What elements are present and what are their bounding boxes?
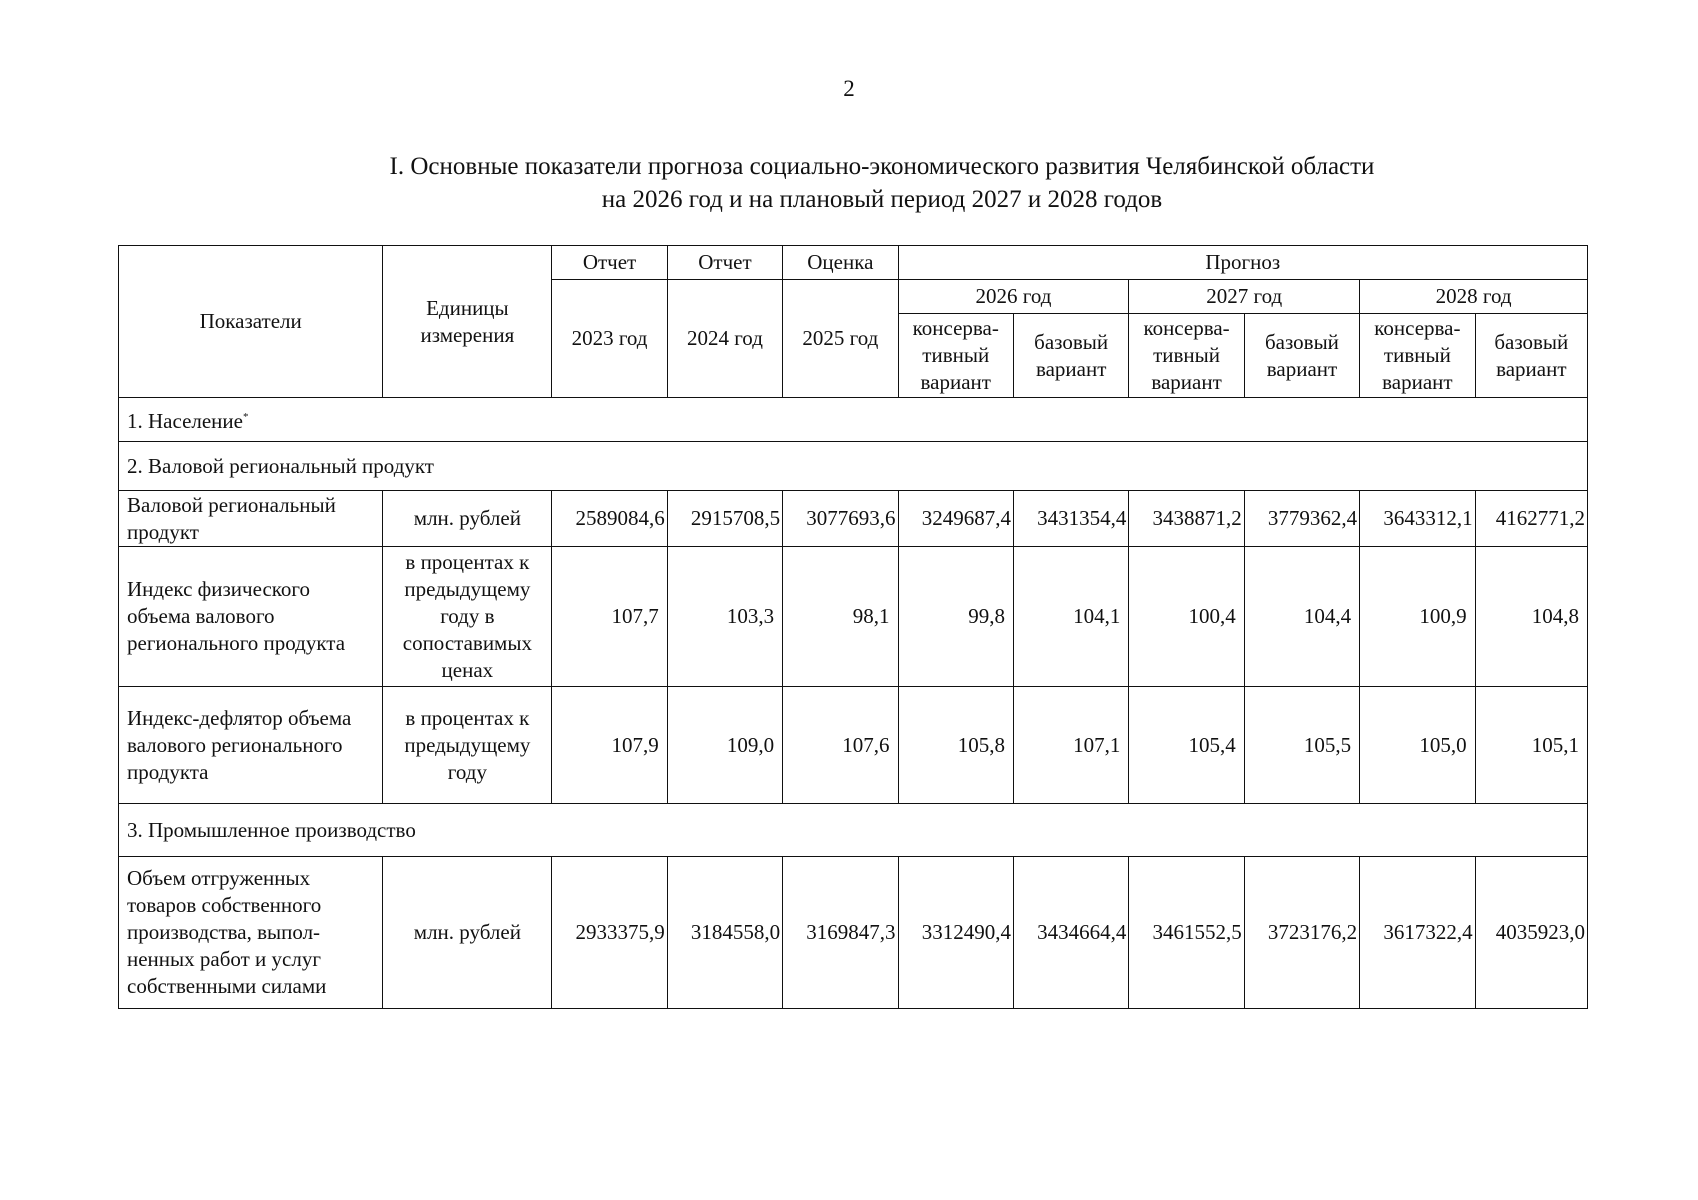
value-cell: 107,7: [552, 547, 667, 687]
section-title: 3. Промышленное производство: [119, 804, 1588, 857]
value-cell: 3461552,5: [1129, 857, 1244, 1009]
header-year-2025: 2025 год: [783, 280, 898, 398]
header-year-2023: 2023 год: [552, 280, 667, 398]
value-cell: 104,4: [1244, 547, 1359, 687]
row-indicator: Индекс-дефлятор объема валового регионального продукта: [119, 687, 383, 804]
header-report-2023: Отчет: [552, 246, 667, 280]
header-2027-conservative: консерва-тивный вариант: [1129, 314, 1244, 398]
value-cell: 107,9: [552, 687, 667, 804]
page-number: 2: [843, 76, 855, 101]
value-cell: 107,1: [1013, 687, 1128, 804]
header-year-2028: 2028 год: [1360, 280, 1588, 314]
value-cell: 3431354,4: [1013, 491, 1128, 547]
value-cell: 105,1: [1475, 687, 1587, 804]
header-forecast: Прогноз: [898, 246, 1587, 280]
table-row: [119, 491, 1588, 547]
value-cell: 109,0: [667, 687, 782, 804]
value-cell: 107,6: [783, 687, 898, 804]
value-cell: 3643312,1: [1360, 491, 1475, 547]
value-cell: 3438871,2: [1129, 491, 1244, 547]
value-cell: 3434664,4: [1013, 857, 1128, 1009]
value-cell: 3184558,0: [667, 857, 782, 1009]
header-estimate: Оценка: [783, 246, 898, 280]
header-unit: Единицы измерения: [383, 246, 552, 398]
header-2028-conservative: консерва-тивный вариант: [1360, 314, 1475, 398]
section-title-text: 1. Население: [127, 409, 243, 433]
row-indicator: Индекс физического объема валового регионального продукта: [119, 547, 383, 687]
row-unit: в процентах к предыдущему году: [383, 687, 552, 804]
header-2026-conservative: консерва-тивный вариант: [898, 314, 1013, 398]
value-cell: 100,9: [1360, 547, 1475, 687]
header-year-2026: 2026 год: [898, 280, 1129, 314]
value-cell: 99,8: [898, 547, 1013, 687]
header-row-1: [119, 246, 1588, 280]
value-cell: 3249687,4: [898, 491, 1013, 547]
value-cell: 2933375,9: [552, 857, 667, 1009]
table-row: [119, 547, 1588, 687]
value-cell: 3077693,6: [783, 491, 898, 547]
value-cell: 4035923,0: [1475, 857, 1587, 1009]
value-cell: 3617322,4: [1360, 857, 1475, 1009]
header-year-2024: 2024 год: [667, 280, 782, 398]
value-cell: 105,8: [898, 687, 1013, 804]
forecast-table: [118, 245, 1588, 1009]
value-cell: 3779362,4: [1244, 491, 1359, 547]
value-cell: 3723176,2: [1244, 857, 1359, 1009]
row-unit: млн. рублей: [383, 857, 552, 1009]
value-cell: 2589084,6: [552, 491, 667, 547]
table-row: [119, 857, 1588, 1009]
header-2027-base: базовый вариант: [1244, 314, 1359, 398]
row-unit: млн. рублей: [383, 491, 552, 547]
value-cell: 98,1: [783, 547, 898, 687]
section-row: [119, 442, 1588, 491]
value-cell: 105,0: [1360, 687, 1475, 804]
row-indicator: Объем отгруженных товаров собственного производства, выпол-ненных работ и услуг собственными силами: [119, 857, 383, 1009]
row-indicator: Валовой региональный продукт: [119, 491, 383, 547]
document-title: [0, 150, 1698, 216]
header-2026-base: базовый вариант: [1013, 314, 1128, 398]
header-year-2027: 2027 год: [1129, 280, 1360, 314]
section-row: [119, 804, 1588, 857]
header-indicator: Показатели: [119, 246, 383, 398]
header-2028-base: базовый вариант: [1475, 314, 1587, 398]
value-cell: 103,3: [667, 547, 782, 687]
title-line-1: I. Основные показатели прогноза социально-экономического развития Челябинской области: [389, 153, 1375, 180]
header-report-2024: Отчет: [667, 246, 782, 280]
value-cell: 104,1: [1013, 547, 1128, 687]
value-cell: 3169847,3: [783, 857, 898, 1009]
value-cell: 104,8: [1475, 547, 1587, 687]
section-row: [119, 398, 1588, 442]
title-line-2: на 2026 год и на плановый период 2027 и 2028 годов: [601, 186, 1163, 213]
section-title: 2. Валовой региональный продукт: [119, 442, 1588, 491]
footnote-mark: *: [242, 411, 249, 423]
value-cell: 105,4: [1129, 687, 1244, 804]
value-cell: 105,5: [1244, 687, 1359, 804]
table-row: [119, 687, 1588, 804]
value-cell: 100,4: [1129, 547, 1244, 687]
section-title: [119, 398, 1588, 442]
value-cell: 3312490,4: [898, 857, 1013, 1009]
value-cell: 2915708,5: [667, 491, 782, 547]
row-unit: в процентах к предыдущему году в сопоставимых ценах: [383, 547, 552, 687]
value-cell: 4162771,2: [1475, 491, 1587, 547]
